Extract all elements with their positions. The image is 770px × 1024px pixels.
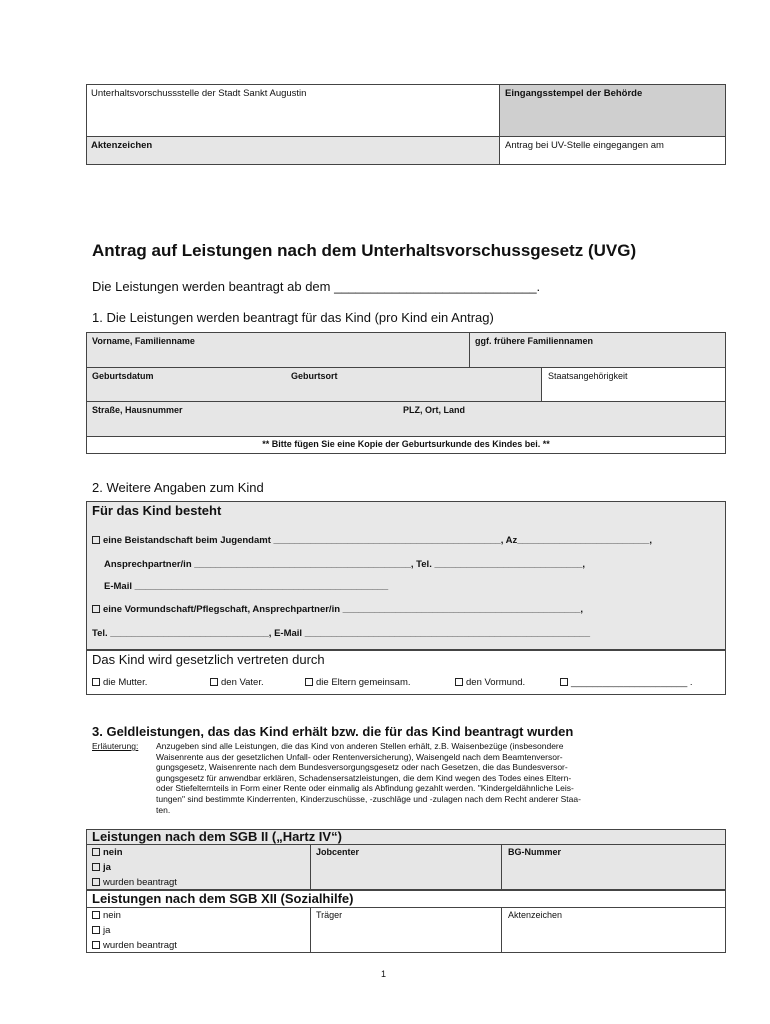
section-3-heading: 3. Geldleistungen, das das Kind erhält bzw. die für das Kind beantragt wurden [92,724,574,739]
checkbox-icon[interactable] [92,536,100,544]
checkbox-icon[interactable] [92,941,100,949]
jobcenter-field[interactable]: Jobcenter [316,847,360,857]
rep-option-parents[interactable]: die Eltern gemeinsam. [305,677,411,688]
section-1-heading: 1. Die Leistungen werden beantragt für das Kind (pro Kind ein Antrag) [92,310,494,325]
checkbox-icon[interactable] [455,678,463,686]
beistandschaft-option[interactable]: eine Beistandschaft beim Jugendamt ___________________________________________, Az_________________________, [92,535,652,546]
sgb12-option-no[interactable]: nein [92,910,121,921]
tel-email-line[interactable]: Tel. ______________________________, E-Mail ______________________________________________________ [92,628,591,639]
page-number: 1 [381,969,387,979]
sgb12-option-yes[interactable]: ja [92,925,110,936]
checkbox-icon[interactable] [560,678,568,686]
checkbox-icon[interactable] [92,878,100,886]
rep-option-mother[interactable]: die Mutter. [92,677,147,688]
sgb12-title: Leistungen nach dem SGB XII (Sozialhilfe) [92,891,354,906]
received-label: Antrag bei UV-Stelle eingegangen am [505,140,664,151]
birthplace-field[interactable]: Geburtsort [291,371,338,381]
sgb2-option-yes[interactable]: ja [92,862,111,873]
rep-option-father[interactable]: den Vater. [210,677,264,688]
contact-line[interactable]: Ansprechpartner/in _________________________________________, Tel. ____________________________, [104,559,586,570]
birthdate-field[interactable]: Geburtsdatum [92,371,154,381]
former-names-field[interactable]: ggf. frühere Familiennamen [475,336,594,346]
section-2-heading: 2. Weitere Angaben zum Kind [92,480,264,495]
start-date-line[interactable]: Die Leistungen werden beantragt ab dem ____________________________. [92,279,541,294]
checkbox-icon[interactable] [92,678,100,686]
street-field[interactable]: Straße, Hausnummer [92,405,183,415]
checkbox-icon[interactable] [92,605,100,613]
sgb2-option-applied[interactable]: wurden beantragt [92,877,177,888]
sgb2-title: Leistungen nach dem SGB II („Hartz IV“) [92,829,342,844]
explanation-label: Erläuterung: [92,741,139,751]
checkbox-icon[interactable] [210,678,218,686]
sgb2-option-no[interactable]: nein [92,847,123,858]
nationality-field[interactable]: Staatsangehörigkeit [548,371,628,381]
carrier-field[interactable]: Träger [316,910,343,920]
authority-label: Unterhaltsvorschussstelle der Stadt Sankt Augustin [91,88,307,99]
checkbox-icon[interactable] [92,863,100,871]
sgb12-option-applied[interactable]: wurden beantragt [92,940,177,951]
explanation-text: Anzugeben sind alle Leistungen, die das Kind von anderen Stellen erhält, z.B. Waisenbezüge (insbesondere Waisenrente aus der gesetzlichen Unfall- oder Rentenversicherung), Waisengeld nach dem Beamtenversor- gungsgesetz, Waisenrente nach dem Bundesversorgungsgesetz oder nach Gesetzen, die das Bundesversor- gungsgesetz für anwendbar erklären, Schadensersatzleistungen, die dem Kind wegen des Todes eines Eltern- oder Stiefelternteils in Form einer Rente oder einmalig als Abfindung gezahlt werden. "Kindergeldähnliche Leis- tungen" sind bestimmte Kinderrenten, Kinderzuschüsse, -zuschläge und -zulagen nach dem Recht anderer Staa- ten. [156,741,581,815]
file-number-label: Aktenzeichen [91,140,153,151]
checkbox-icon[interactable] [92,926,100,934]
rep-option-guardian[interactable]: den Vormund. [455,677,525,688]
checkbox-icon[interactable] [92,911,100,919]
checkbox-icon[interactable] [305,678,313,686]
sgb12-file-number-field[interactable]: Aktenzeichen [508,910,563,920]
child-name-field[interactable]: Vorname, Familienname [92,336,195,346]
guardianship-title: Für das Kind besteht [92,503,222,518]
bg-number-field[interactable]: BG-Nummer [508,847,562,857]
checkbox-icon[interactable] [92,848,100,856]
stamp-label: Eingangsstempel der Behörde [505,88,643,99]
representation-title: Das Kind wird gesetzlich vertreten durch [92,652,325,667]
birth-certificate-note: ** Bitte fügen Sie eine Kopie der Geburtsurkunde des Kindes bei. ** [262,439,550,449]
rep-option-other[interactable]: ______________________ . [560,677,693,688]
vormundschaft-option[interactable]: eine Vormundschaft/Pflegschaft, Ansprechpartner/in _____________________________________________, [92,604,583,615]
page-title: Antrag auf Leistungen nach dem Unterhaltsvorschussgesetz (UVG) [92,241,637,260]
city-field[interactable]: PLZ, Ort, Land [403,405,465,415]
email-line[interactable]: E-Mail ________________________________________________ [104,581,389,592]
